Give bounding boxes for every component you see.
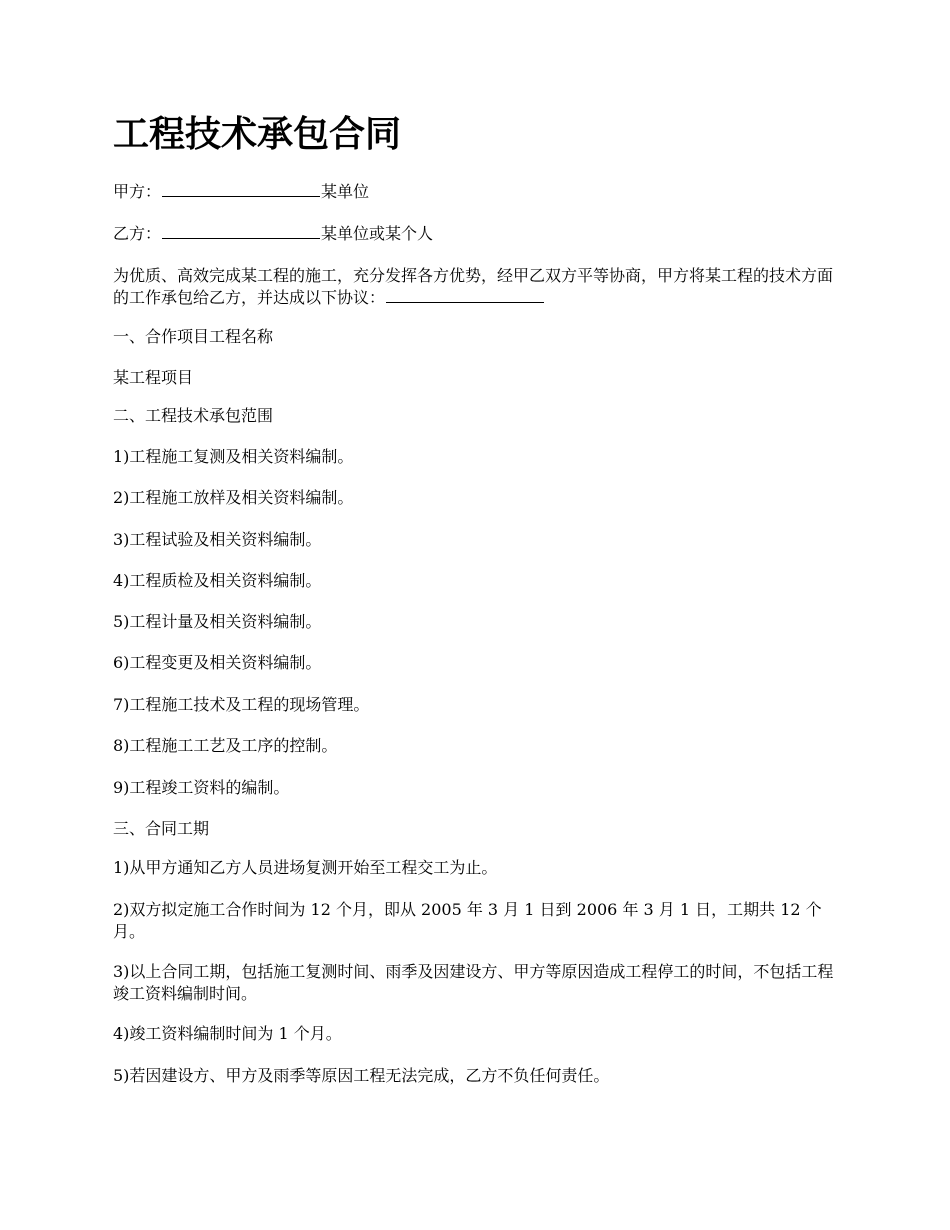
list-item: 2)工程施工放样及相关资料编制。 xyxy=(113,488,354,507)
section1-body: 某工程项目 xyxy=(113,368,194,387)
section3-title: 三、合同工期 xyxy=(113,819,210,838)
party-a-value: 某单位 xyxy=(321,182,370,201)
intro-blank xyxy=(386,287,544,303)
list-item: 2)双方拟定施工合作时间为 12 个月，即从 2005 年 3 月 1 日到 2006 年 3 月 1 日，工期共 12 个月。 xyxy=(113,900,822,941)
intro-paragraph xyxy=(113,265,841,309)
party-a-line xyxy=(113,181,841,203)
section1-title: 一、合作项目工程名称 xyxy=(113,327,274,346)
list-item: 5)工程计量及相关资料编制。 xyxy=(113,612,322,631)
list-item: 1)工程施工复测及相关资料编制。 xyxy=(113,447,354,466)
list-item: 1)从甲方通知乙方人员进场复测开始至工程交工为止。 xyxy=(113,858,498,877)
list-item: 4)工程质检及相关资料编制。 xyxy=(113,571,322,590)
intro-text: 为优质、高效完成某工程的施工，充分发挥各方优势，经甲乙双方平等协商，甲方将某工程的技术方面的工作承包给乙方，并达成以下协议： xyxy=(113,266,834,307)
party-b-label: 乙方： xyxy=(113,224,162,243)
list-item: 5)若因建设方、甲方及雨季等原因工程无法完成，乙方不负任何责任。 xyxy=(113,1066,610,1085)
list-item: 3)以上合同工期，包括施工复测时间、雨季及因建设方、甲方等原因造成工程停工的时间，不包括工程竣工资料编制时间。 xyxy=(113,962,834,1003)
party-b-line xyxy=(113,223,841,245)
party-b-blank xyxy=(162,223,320,239)
list-item: 4)竣工资料编制时间为 1 个月。 xyxy=(113,1024,342,1043)
party-a-label: 甲方： xyxy=(113,182,162,201)
list-item: 6)工程变更及相关资料编制。 xyxy=(113,653,322,672)
list-item: 7)工程施工技术及工程的现场管理。 xyxy=(113,695,370,714)
party-a-blank xyxy=(162,181,320,197)
section2-title: 二、工程技术承包范围 xyxy=(113,406,274,425)
list-item: 9)工程竣工资料的编制。 xyxy=(113,778,290,797)
party-b-value: 某单位或某个人 xyxy=(321,224,434,243)
list-item: 3)工程试验及相关资料编制。 xyxy=(113,530,322,549)
document-title: 工程技术承包合同 xyxy=(113,114,402,155)
list-item: 8)工程施工工艺及工序的控制。 xyxy=(113,736,338,755)
